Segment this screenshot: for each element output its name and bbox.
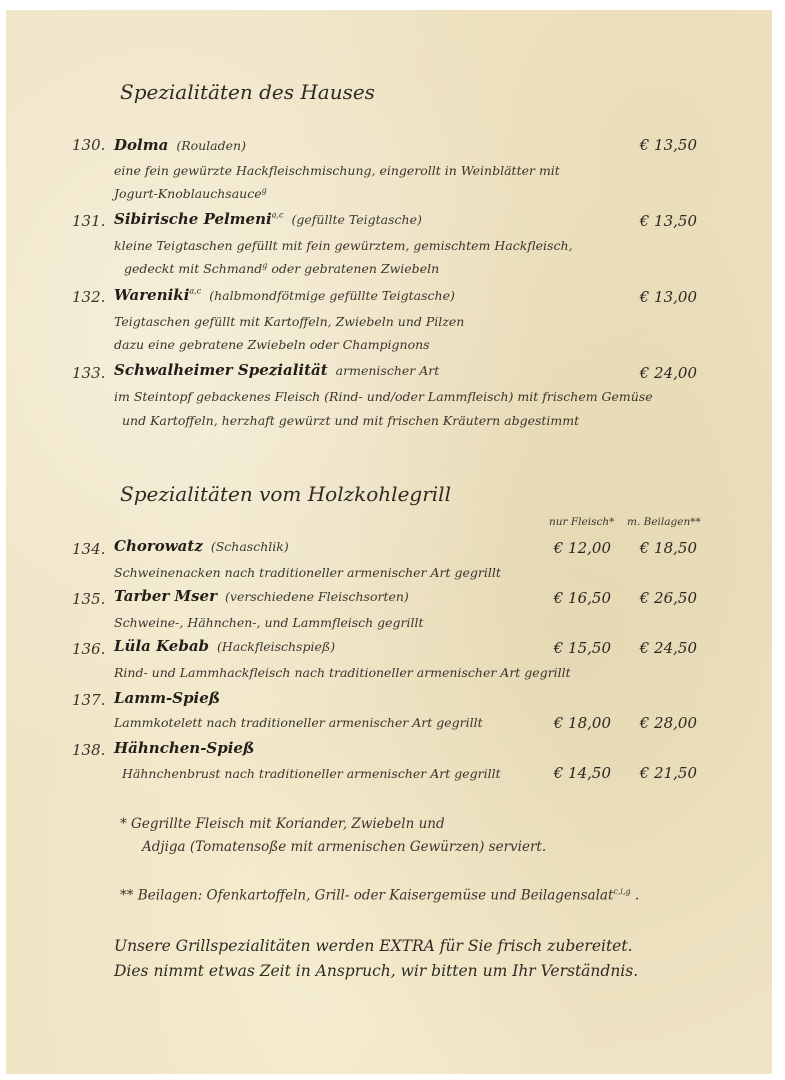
item-note: (verschiedene Fleischsorten) bbox=[225, 589, 409, 604]
item-name: Wareniki bbox=[114, 286, 190, 304]
menu-item-wareniki bbox=[114, 285, 455, 304]
item-price: € 13,50 bbox=[639, 136, 697, 154]
price-with-sides: € 18,50 bbox=[639, 539, 697, 557]
column-header-meat-only: nur Fleisch* bbox=[549, 516, 615, 528]
item-number: 138. bbox=[72, 741, 106, 759]
allergen-marker: c,i,g bbox=[613, 887, 631, 896]
item-description: im Steintopf gebackenes Fleisch (Rind- und/oder Lammfleisch) mit frischem Gemüse bbox=[114, 389, 653, 404]
item-description-text: oder gebratenen Zwiebeln bbox=[271, 261, 440, 277]
item-name: Sibirische Pelmeni bbox=[114, 210, 272, 228]
price-with-sides: € 24,50 bbox=[639, 639, 697, 657]
section-title-charcoal-grill: Spezialitäten vom Holzkohlegrill bbox=[120, 482, 451, 506]
closing-line2: Dies nimmt etwas Zeit in Anspruch, wir bitten um Ihr Verständnis. bbox=[114, 962, 639, 980]
menu-item-dolma bbox=[114, 135, 246, 154]
item-number: 135. bbox=[72, 590, 106, 608]
item-note: armenischer Art bbox=[335, 363, 440, 378]
item-description bbox=[114, 186, 267, 201]
item-description: Hähnchenbrust nach traditioneller armenischer Art gegrillt bbox=[122, 766, 501, 781]
price-meat-only: € 16,50 bbox=[553, 589, 611, 607]
price-with-sides: € 28,00 bbox=[639, 714, 697, 732]
item-description: Schweine-, Hähnchen-, und Lammfleisch gegrillt bbox=[114, 615, 424, 630]
item-note: (Hackfleischspieß) bbox=[217, 639, 336, 654]
price-meat-only: € 12,00 bbox=[553, 539, 611, 557]
item-description: dazu eine gebratene Zwiebeln oder Champignons bbox=[114, 337, 430, 352]
grill-note-line1: * Gegrillte Fleisch mit Koriander, Zwiebeln und bbox=[120, 816, 445, 832]
price-with-sides: € 26,50 bbox=[639, 589, 697, 607]
item-description: Lammkotelett nach traditioneller armenischer Art gegrillt bbox=[114, 715, 483, 730]
item-number: 131. bbox=[72, 212, 106, 230]
item-description-text: Jogurt-Knoblauchsauce bbox=[114, 186, 262, 202]
menu-item-luela-kebab bbox=[114, 636, 335, 655]
item-name: Tarber Mser bbox=[114, 587, 218, 605]
item-description: Rind- und Lammhackfleisch nach traditioneller armenischer Art gegrillt bbox=[114, 665, 571, 680]
item-description: eine fein gewürzte Hackfleischmischung, eingerollt in Weinblätter mit bbox=[114, 163, 560, 178]
allergen-marker: a,c bbox=[271, 210, 284, 220]
item-name: Lamm-Spieß bbox=[114, 689, 221, 707]
menu-item-chorowatz bbox=[114, 536, 289, 555]
section-title-house-specialties: Spezialitäten des Hauses bbox=[120, 80, 375, 104]
sides-note bbox=[120, 887, 639, 904]
item-name: Dolma bbox=[114, 136, 169, 154]
item-name: Lüla Kebab bbox=[114, 637, 210, 655]
price-meat-only: € 18,00 bbox=[553, 714, 611, 732]
allergen-marker: g bbox=[261, 186, 267, 195]
closing-line1: Unsere Grillspezialitäten werden EXTRA für Sie frisch zubereitet. bbox=[114, 937, 633, 955]
item-description: Schweinenacken nach traditioneller armenischer Art gegrillt bbox=[114, 565, 501, 580]
item-note: (Schaschlik) bbox=[210, 539, 289, 554]
sides-note-text: ** Beilagen: Ofenkartoffeln, Grill- oder Kaisergemüse und Beilagensalat bbox=[120, 887, 614, 904]
item-price: € 13,50 bbox=[639, 212, 697, 230]
item-name: Hähnchen-Spieß bbox=[114, 739, 255, 757]
sides-note-end: . bbox=[634, 887, 640, 904]
item-description: kleine Teigtaschen gefüllt mit fein gewürztem, gemischtem Hackfleisch, bbox=[114, 238, 573, 253]
price-with-sides: € 21,50 bbox=[639, 764, 697, 782]
item-number: 134. bbox=[72, 540, 106, 558]
price-meat-only: € 15,50 bbox=[553, 639, 611, 657]
item-note: (gefüllte Teigtasche) bbox=[291, 212, 422, 227]
item-number: 132. bbox=[72, 288, 106, 306]
item-price: € 13,00 bbox=[639, 288, 697, 306]
menu-item-lamm-spiess bbox=[114, 688, 220, 707]
item-price: € 24,00 bbox=[639, 364, 697, 382]
grill-note-line2: Adjiga (Tomatensoße mit armenischen Gewürzen) serviert. bbox=[142, 839, 547, 855]
menu-item-tarber-mser bbox=[114, 586, 409, 605]
item-note: (halbmondfötmige gefüllte Teigtasche) bbox=[209, 288, 455, 303]
column-header-with-sides: m. Beilagen** bbox=[627, 516, 701, 528]
item-name: Schwalheimer Spezialität bbox=[114, 361, 328, 379]
item-description bbox=[124, 261, 439, 276]
item-number: 133. bbox=[72, 364, 106, 382]
item-name: Chorowatz bbox=[114, 537, 203, 555]
menu-item-sibirische-pelmeni bbox=[114, 209, 422, 228]
item-number: 130. bbox=[72, 136, 106, 154]
item-note: (Rouladen) bbox=[176, 138, 246, 153]
allergen-marker: a,c bbox=[189, 286, 202, 296]
allergen-marker: g bbox=[262, 261, 268, 270]
menu-item-schwalheimer-spezialitaet bbox=[114, 360, 439, 379]
item-description: Teigtaschen gefüllt mit Kartoffeln, Zwiebeln und Pilzen bbox=[114, 314, 465, 329]
item-description-text: gedeckt mit Schmand bbox=[124, 261, 263, 277]
price-meat-only: € 14,50 bbox=[553, 764, 611, 782]
item-number: 137. bbox=[72, 691, 106, 709]
item-number: 136. bbox=[72, 640, 106, 658]
item-description: und Kartoffeln, herzhaft gewürzt und mit frischen Kräutern abgestimmt bbox=[122, 413, 580, 428]
menu-item-haehnchen-spiess bbox=[114, 738, 254, 757]
